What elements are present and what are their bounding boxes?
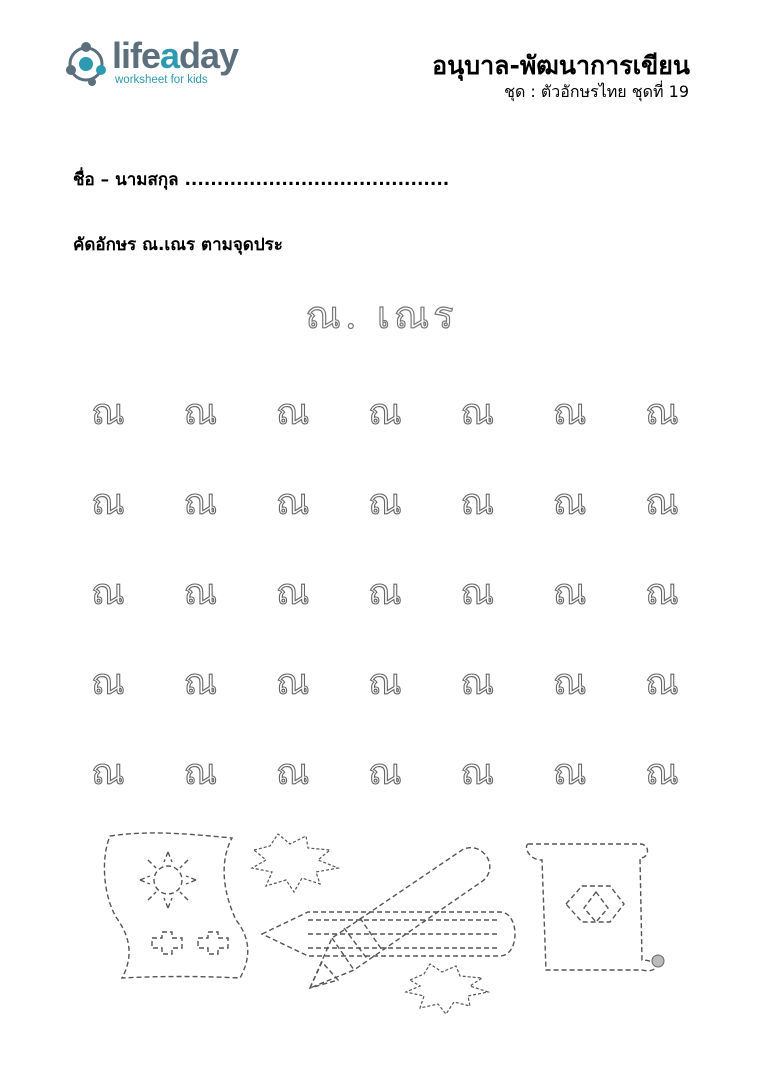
trace-letter: ณ bbox=[368, 662, 402, 703]
trace-letter: ณ bbox=[368, 392, 402, 433]
sample-trace-text: ณ. เณร bbox=[305, 293, 458, 337]
trace-letter: ณ bbox=[183, 392, 218, 433]
trace-letter: ณ bbox=[183, 572, 218, 613]
trace-letter: ณ bbox=[275, 752, 310, 793]
trace-letter: ณ bbox=[460, 662, 495, 703]
trace-letter: ณ bbox=[91, 392, 125, 433]
trace-letter: ณ bbox=[552, 482, 587, 523]
trace-letter: ณ bbox=[552, 662, 587, 703]
logo-wordmark: lifeaday bbox=[112, 35, 239, 76]
trace-letter: ณ bbox=[552, 752, 587, 793]
molecule-logo-icon bbox=[62, 40, 110, 88]
student-name-line: ชื่อ – นามสกุล ......................................... bbox=[73, 170, 450, 190]
decorative-illustrations bbox=[0, 820, 763, 1020]
starburst-icon bbox=[252, 834, 488, 1014]
trace-letter: ณ bbox=[645, 392, 679, 433]
trace-letter: ณ bbox=[275, 482, 310, 523]
tracing-row bbox=[70, 368, 700, 458]
trace-letter: ณ bbox=[275, 662, 310, 703]
trace-letter: ณ bbox=[460, 752, 495, 793]
trace-letter: ณ bbox=[645, 752, 679, 793]
map-scroll-icon bbox=[104, 833, 247, 978]
worksheet-subtitle: ชุด : ตัวอักษรไทย ชุดที่ 19 bbox=[504, 82, 689, 101]
worksheet-title: อนุบาล-พัฒนาการเขียน bbox=[432, 51, 690, 80]
trace-letter: ณ bbox=[275, 392, 310, 433]
trace-letter: ณ bbox=[91, 752, 125, 793]
trace-letter: ณ bbox=[645, 662, 679, 703]
tracing-row bbox=[70, 638, 700, 728]
trace-letter: ณ bbox=[91, 572, 125, 613]
trace-letter: ณ bbox=[368, 482, 402, 523]
trace-letter: ณ bbox=[183, 752, 218, 793]
scroll-roll-dot bbox=[652, 955, 664, 967]
trace-letter: ณ bbox=[645, 482, 679, 523]
pencil-icon bbox=[262, 848, 515, 988]
tracing-row bbox=[70, 728, 700, 818]
trace-letter: ณ bbox=[183, 482, 218, 523]
trace-letter: ณ bbox=[460, 482, 495, 523]
tracing-row bbox=[70, 458, 700, 548]
tracing-row bbox=[70, 548, 700, 638]
instruction-text: คัดอักษร ณ.เณร ตามจุดประ bbox=[73, 235, 283, 255]
trace-letter: ณ bbox=[552, 392, 587, 433]
logo-tagline: worksheet for kids bbox=[115, 74, 208, 86]
trace-letter: ณ bbox=[460, 572, 495, 613]
trace-letter: ณ bbox=[368, 572, 402, 613]
trace-letter: ณ bbox=[552, 572, 587, 613]
trace-letter: ณ bbox=[368, 752, 402, 793]
trace-letter: ณ bbox=[183, 662, 218, 703]
paper-scroll-icon bbox=[527, 844, 656, 971]
trace-letter: ณ bbox=[460, 392, 495, 433]
trace-letter: ณ bbox=[645, 572, 679, 613]
lifeaday-logo bbox=[62, 35, 252, 94]
tracing-grid bbox=[70, 368, 700, 818]
trace-letter: ณ bbox=[91, 482, 125, 523]
trace-letter: ณ bbox=[91, 662, 125, 703]
trace-letter: ณ bbox=[275, 572, 310, 613]
